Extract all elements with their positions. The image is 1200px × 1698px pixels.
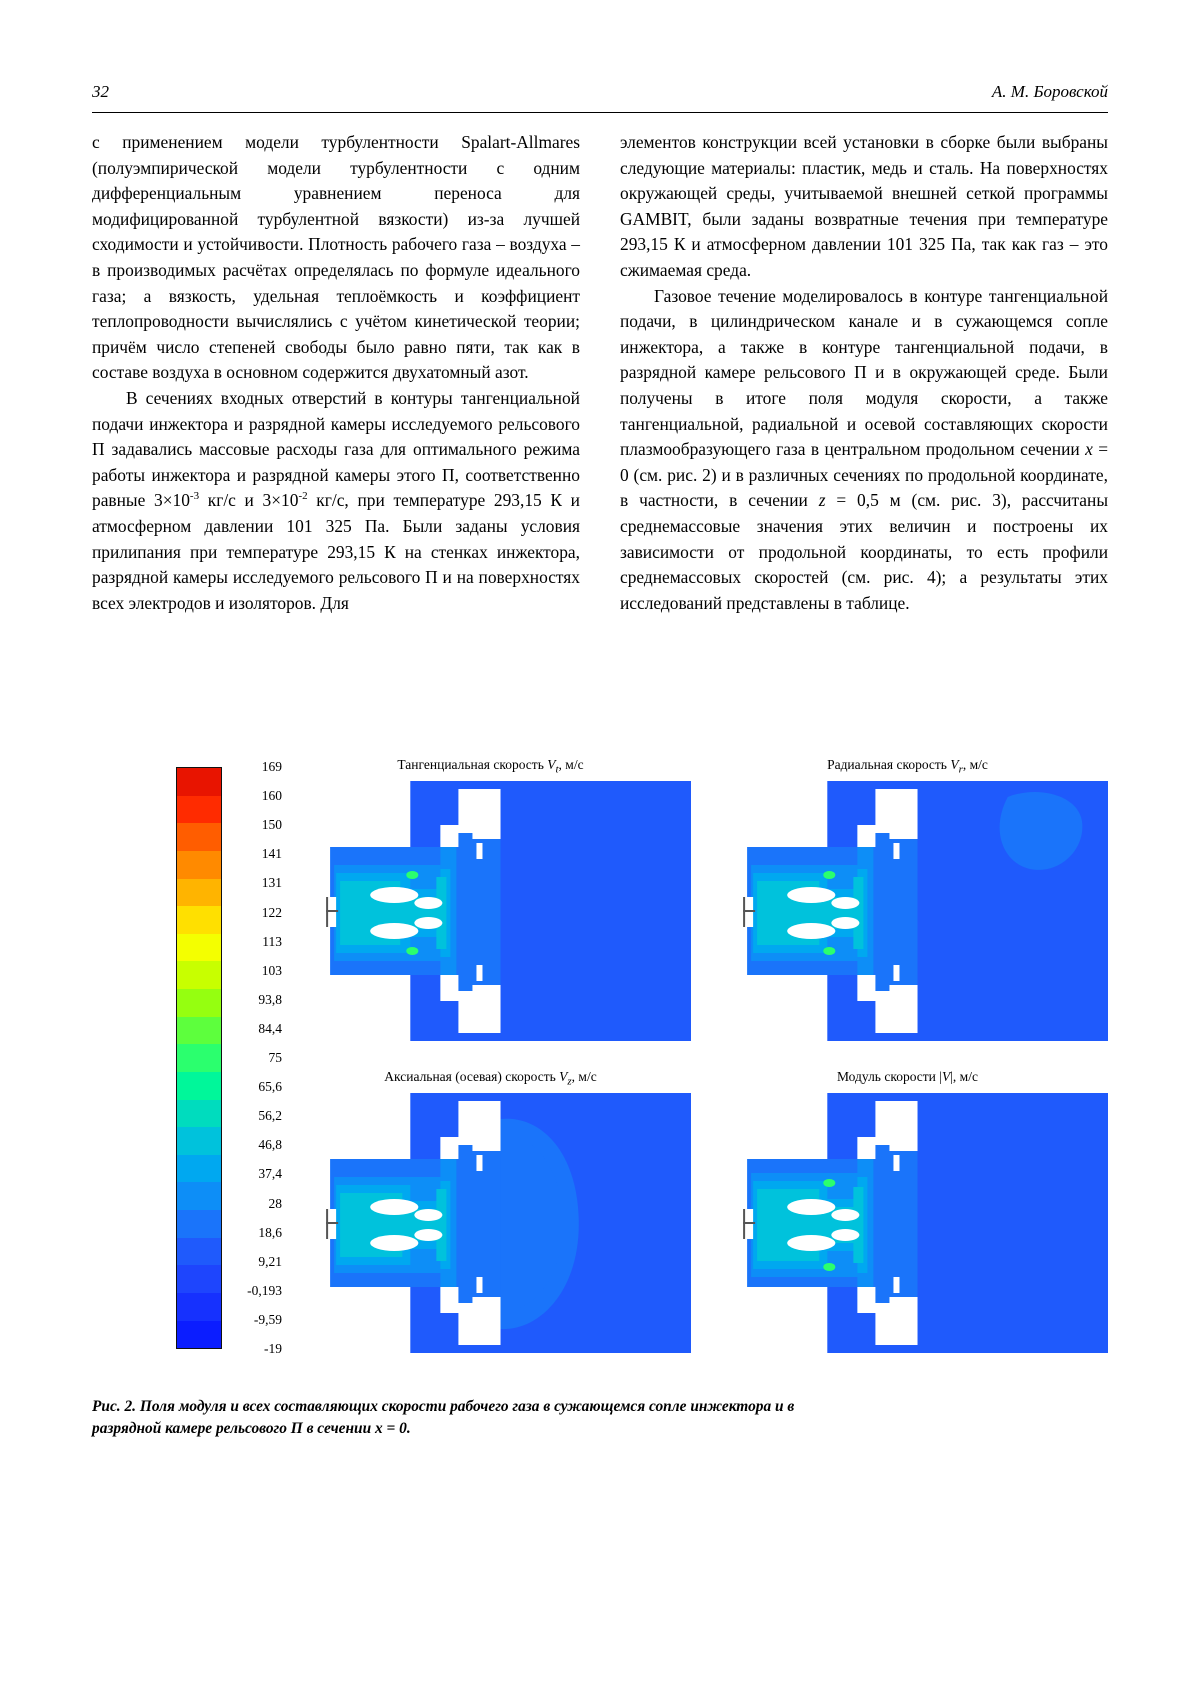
colorbar-tick-label: -9,59	[253, 1311, 282, 1327]
header-rule	[92, 112, 1108, 113]
colorbar-segment	[177, 934, 221, 962]
colorbar-segment	[177, 1017, 221, 1045]
colorbar-tick-label: 141	[261, 846, 282, 862]
colorbar-segment	[177, 851, 221, 879]
paragraph-right-2: Газовое течение моделировалось в контуре тангенциальной подачи, в цилиндрическом канале и в сужающемся сопле инжектора, а также в контуре тангенциальной подачи, в разрядной камере рельсового П и в окружающей среде. Были получены в итоге поля модуля скорости, а также тангенциальной, радиальной и осевой составляющих скорости плазмообразующего газа в центральном продольном сечении x = 0 (см. рис. 2) и в различных сечениях по продольной координате, в частности, в сечении z = 0,5 м (см. рис. 3), рассчитаны среднемассовые значения этих величин и построены их зависимости от продольной координаты, то есть профили среднемассовых скоростей (см. рис. 4); а результаты этих исследований представлены в таблице.	[620, 285, 1109, 613]
panel-canvas-axial	[290, 1089, 691, 1357]
paragraph-left-2: В сечениях входных отверстий в контуры тангенциальной подачи инжектора и разрядной камеры исследуемого рельсового П задавались массовые расходы газа для оптимального режима работы инжектора и разрядной камеры этого П, соответственно равные $3\times 10^{-3}$ кг/с и $3\times 10^{-2}$ кг/с, при температуре 293,15 К и атмосферном давлении 101 325 Па. Были заданы условия прилипания при температуре 293,15 К на стенках инжектора, разрядной камеры исследуемого рельсового П и на поверхностях всех электродов и изоляторов. Для	[92, 387, 580, 613]
colorbar-tick-label: 160	[261, 788, 282, 804]
left-column	[92, 130, 580, 616]
colorbar-tick-label: -19	[264, 1341, 282, 1356]
colorbar-tick-label: 18,6	[258, 1224, 282, 1240]
colorbar-tick-label: 37,4	[258, 1166, 282, 1182]
figure-caption	[92, 1396, 1108, 1440]
colorbar-tick-label: 28	[268, 1195, 282, 1211]
figure-2	[92, 755, 1108, 1375]
colorbar-segment	[177, 1100, 221, 1128]
panel-title-tangential: Тангенциальная скорость $V_t$, м/с	[397, 757, 584, 776]
right-column	[620, 130, 1108, 616]
colorbar-segment	[177, 1238, 221, 1266]
colorbar-tick-label: 169	[261, 759, 282, 774]
colorbar-tick-label: 122	[261, 904, 282, 920]
colorbar-tick-label: 56,2	[258, 1108, 282, 1124]
contour-panels	[290, 755, 1108, 1375]
colorbar-segment	[177, 879, 221, 907]
panel-magnitude	[707, 1067, 1108, 1375]
colorbar-tick-label: 46,8	[258, 1137, 282, 1153]
colorbar-segment	[177, 1293, 221, 1321]
colorbar-segment	[177, 796, 221, 824]
colorbar-segment	[177, 1127, 221, 1155]
panel-canvas-radial	[707, 777, 1108, 1045]
colorbar	[176, 759, 286, 1356]
paragraph-right-1: элементов конструкции всей установки в сборке были выбраны следующие материалы: пластик, медь и сталь. На поверхностях окружающей среды, учитываемой внешней сеткой программы GAMBIT, были заданы возвратные течения при температуре 293,15 К и атмосферном давлении 101 325 Па, так как газ – это сжимаемая среда.	[620, 132, 1108, 280]
colorbar-segment	[177, 1155, 221, 1183]
colorbar-tick-label: 131	[261, 875, 282, 891]
figure-caption-line2: разрядной камере рельсового П в сечении x = 0.	[92, 1420, 411, 1437]
colorbar-segment	[177, 823, 221, 851]
panel-radial	[707, 755, 1108, 1063]
colorbar-tick-label: 9,21	[258, 1253, 282, 1269]
colorbar-tick-label: -0,193	[247, 1282, 282, 1298]
running-head	[92, 82, 1108, 102]
colorbar-tick-label: 84,4	[258, 1020, 282, 1036]
colorbar-tick-label: 65,6	[258, 1079, 282, 1095]
colorbar-segment	[177, 1321, 221, 1349]
colorbar-tick-label: 150	[261, 817, 282, 833]
colorbar-segment	[177, 1044, 221, 1072]
colorbar-segment	[177, 1182, 221, 1210]
panel-title-axial: Аксиальная (осевая) скорость $V_z$, м/с	[384, 1069, 597, 1088]
colorbar-ticks	[226, 759, 286, 1356]
colorbar-gradient	[176, 767, 222, 1349]
running-head-author: А. М. Боровской	[991, 82, 1108, 101]
page-number: 32	[92, 82, 109, 101]
colorbar-segment	[177, 1072, 221, 1100]
paragraph-left-1: с применением модели турбулентности Spalart-Allmares (полуэмпирической модели турбулентности с одним дифференциальным уравнением переноса для модифицированной турбулентной вязкости) из-за лучшей сходимости и устойчивости. Плотность рабочего газа – воздуха – в производимых расчётах определялась по формуле идеального газа; а вязкость, удельная теплоёмкость и коэффициент теплопроводности вычислялись с учётом кинетической теории; причём число степеней свободы было равно пяти, так как в составе воздуха в основном содержится двухатомный азот.	[92, 132, 580, 383]
colorbar-segment	[177, 906, 221, 934]
body-columns	[92, 130, 1108, 616]
colorbar-tick-label: 75	[268, 1050, 282, 1065]
figure-caption-line1: Рис. 2. Поля модуля и всех составляющих скорости рабочего газа в сужающемся сопле инжектора и в	[92, 1398, 795, 1415]
colorbar-segment	[177, 989, 221, 1017]
figure-body	[92, 755, 1108, 1375]
panel-canvas-magnitude	[707, 1089, 1108, 1357]
panel-tangential	[290, 755, 691, 1063]
colorbar-segment	[177, 1210, 221, 1238]
colorbar-segment	[177, 768, 221, 796]
colorbar-tick-label: 93,8	[258, 991, 282, 1007]
colorbar-segment	[177, 1265, 221, 1293]
panel-title-radial: Радиальная скорость $V_r$, м/с	[827, 757, 988, 776]
colorbar-tick-label: 113	[262, 933, 282, 949]
panel-axial	[290, 1067, 691, 1375]
colorbar-tick-label: 103	[261, 962, 282, 978]
panel-title-magnitude: Модуль скорости |V|, м/с	[837, 1069, 978, 1084]
panel-canvas-tangential	[290, 777, 691, 1045]
colorbar-segment	[177, 961, 221, 989]
